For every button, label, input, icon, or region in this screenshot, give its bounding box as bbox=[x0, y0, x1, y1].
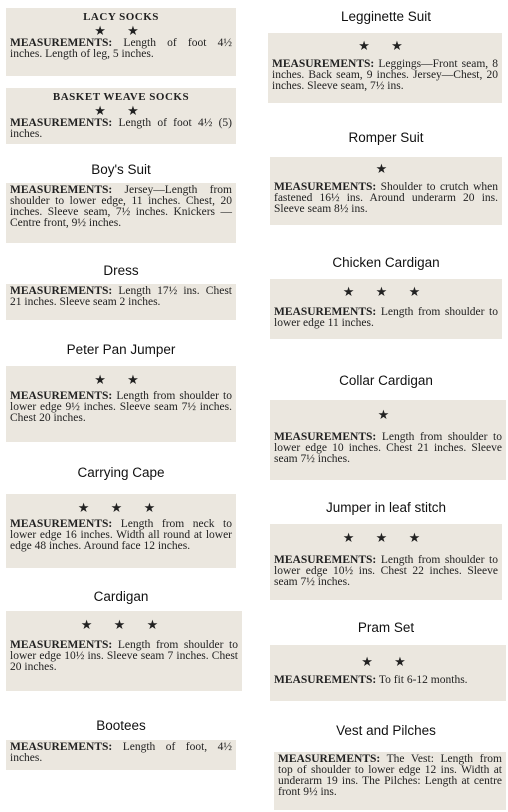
pattern-caption: Vest and Pilches bbox=[336, 723, 436, 738]
clipping-title: LACY SOCKS bbox=[83, 11, 159, 23]
pattern-caption: Romper Suit bbox=[348, 130, 424, 145]
boys-suit-clipping bbox=[6, 183, 236, 243]
pattern-caption: Legginette Suit bbox=[340, 9, 432, 24]
pattern-caption: Boy's Suit bbox=[91, 162, 151, 177]
measurements-text: MEASUREMENTS: Length of foot 4½ (5) inches. bbox=[10, 117, 232, 140]
measurements-text: MEASUREMENTS: Leggings—Front seam, 8 inches. Back seam, 9 inches. Jersey—Chest, 20 inches. Sleeve seam, 7½ ins. bbox=[272, 58, 498, 92]
lacy-socks-clipping bbox=[6, 8, 236, 76]
measurements-text: MEASUREMENTS: Length from neck to lower edge 16 inches. Width all round at lower edge 48 inches. Around face 12 inches. bbox=[10, 518, 232, 552]
difficulty-stars: ★ bbox=[375, 161, 397, 176]
difficulty-stars: ★ ★ ★ bbox=[77, 500, 165, 515]
measurements-text: MEASUREMENTS: Length of foot, 4½ inches. bbox=[10, 741, 233, 764]
measurements-text: MEASUREMENTS: Length from shoulder to lower edge 11 inches. bbox=[274, 306, 499, 329]
difficulty-stars: ★ ★ ★ bbox=[80, 617, 168, 632]
pattern-caption: Pram Set bbox=[357, 620, 415, 635]
measurements-text: MEASUREMENTS: Jersey—Length from shoulder to lower edge, 11 inches. Chest, 20 inches. Sleeve seam, 7½ inches. Knickers —Centre front, 9½ inches. bbox=[10, 184, 232, 229]
difficulty-stars: ★ ★ bbox=[94, 23, 148, 38]
difficulty-stars: ★ ★ ★ bbox=[342, 284, 430, 299]
carrying-cape-clipping bbox=[6, 494, 236, 568]
pattern-caption: Peter Pan Jumper bbox=[66, 342, 176, 357]
difficulty-stars: ★ bbox=[377, 407, 399, 422]
difficulty-stars: ★ ★ bbox=[94, 103, 148, 118]
pattern-caption: Jumper in leaf stitch bbox=[325, 500, 447, 515]
measurements-text: MEASUREMENTS: The Vest: Length from top of shoulder to lower edge 12 ins. Width at underarm 19 ins. The Pilches: Length at centre front 9½ ins. bbox=[278, 753, 502, 798]
measurements-text: MEASUREMENTS: Shoulder to crutch when fastened 16½ ins. Around underarm 20 ins. Sleeve seam 8½ ins. bbox=[274, 181, 498, 215]
measurements-text: MEASUREMENTS: To fit 6-12 months. bbox=[274, 674, 468, 686]
bootees-clipping bbox=[6, 740, 236, 770]
measurements-text: MEASUREMENTS: Length from shoulder to lower edge 10 inches. Chest 21 inches. Sleeve seam 7½ inches. bbox=[274, 431, 503, 465]
peter-pan-jumper-clipping bbox=[6, 366, 236, 442]
measurements-text: MEASUREMENTS: Length from shoulder to lower edge 10½ ins. Sleeve seam 7 inches. Chest 20 inches. bbox=[10, 639, 239, 673]
pattern-caption: Chicken Cardigan bbox=[332, 255, 440, 270]
difficulty-stars: ★ ★ bbox=[361, 654, 415, 669]
pattern-caption: Bootees bbox=[96, 718, 146, 733]
pattern-caption: Collar Cardigan bbox=[339, 373, 433, 388]
pram-set-clipping bbox=[270, 645, 506, 701]
measurements-text: MEASUREMENTS: Length of foot 4½ inches. Length of leg, 5 inches. bbox=[10, 37, 233, 60]
pattern-caption: Carrying Cape bbox=[77, 465, 165, 480]
pattern-caption: Dress bbox=[103, 263, 139, 278]
difficulty-stars: ★ ★ bbox=[94, 372, 148, 387]
vest-pilches-clipping bbox=[274, 752, 506, 810]
chicken-cardigan-clipping bbox=[270, 279, 502, 339]
cardigan-clipping bbox=[6, 611, 242, 691]
difficulty-stars: ★ ★ bbox=[358, 38, 412, 53]
basket-weave-socks-clipping bbox=[6, 88, 236, 144]
measurements-text: MEASUREMENTS: Length from shoulder to lower edge 9½ inches. Sleeve seam 7½ inches. Chest 20 inches. bbox=[10, 390, 233, 424]
clipping-title: BASKET WEAVE SOCKS bbox=[52, 91, 190, 103]
romper-suit-clipping bbox=[270, 157, 502, 225]
measurements-text: MEASUREMENTS: Length 17½ ins. Chest 21 inches. Sleeve seam 2 inches. bbox=[10, 285, 232, 308]
measurements-text: MEASUREMENTS: Length from shoulder to lower edge 10½ ins. Chest 22 inches. Sleeve seam 7½ inches. bbox=[274, 554, 499, 588]
pattern-caption: Cardigan bbox=[93, 589, 149, 604]
difficulty-stars: ★ ★ ★ bbox=[342, 530, 430, 545]
legginette-suit-clipping bbox=[268, 33, 502, 103]
jumper-leaf-stitch-clipping bbox=[270, 524, 502, 600]
collar-cardigan-clipping bbox=[270, 400, 506, 480]
dress-clipping bbox=[6, 284, 236, 320]
